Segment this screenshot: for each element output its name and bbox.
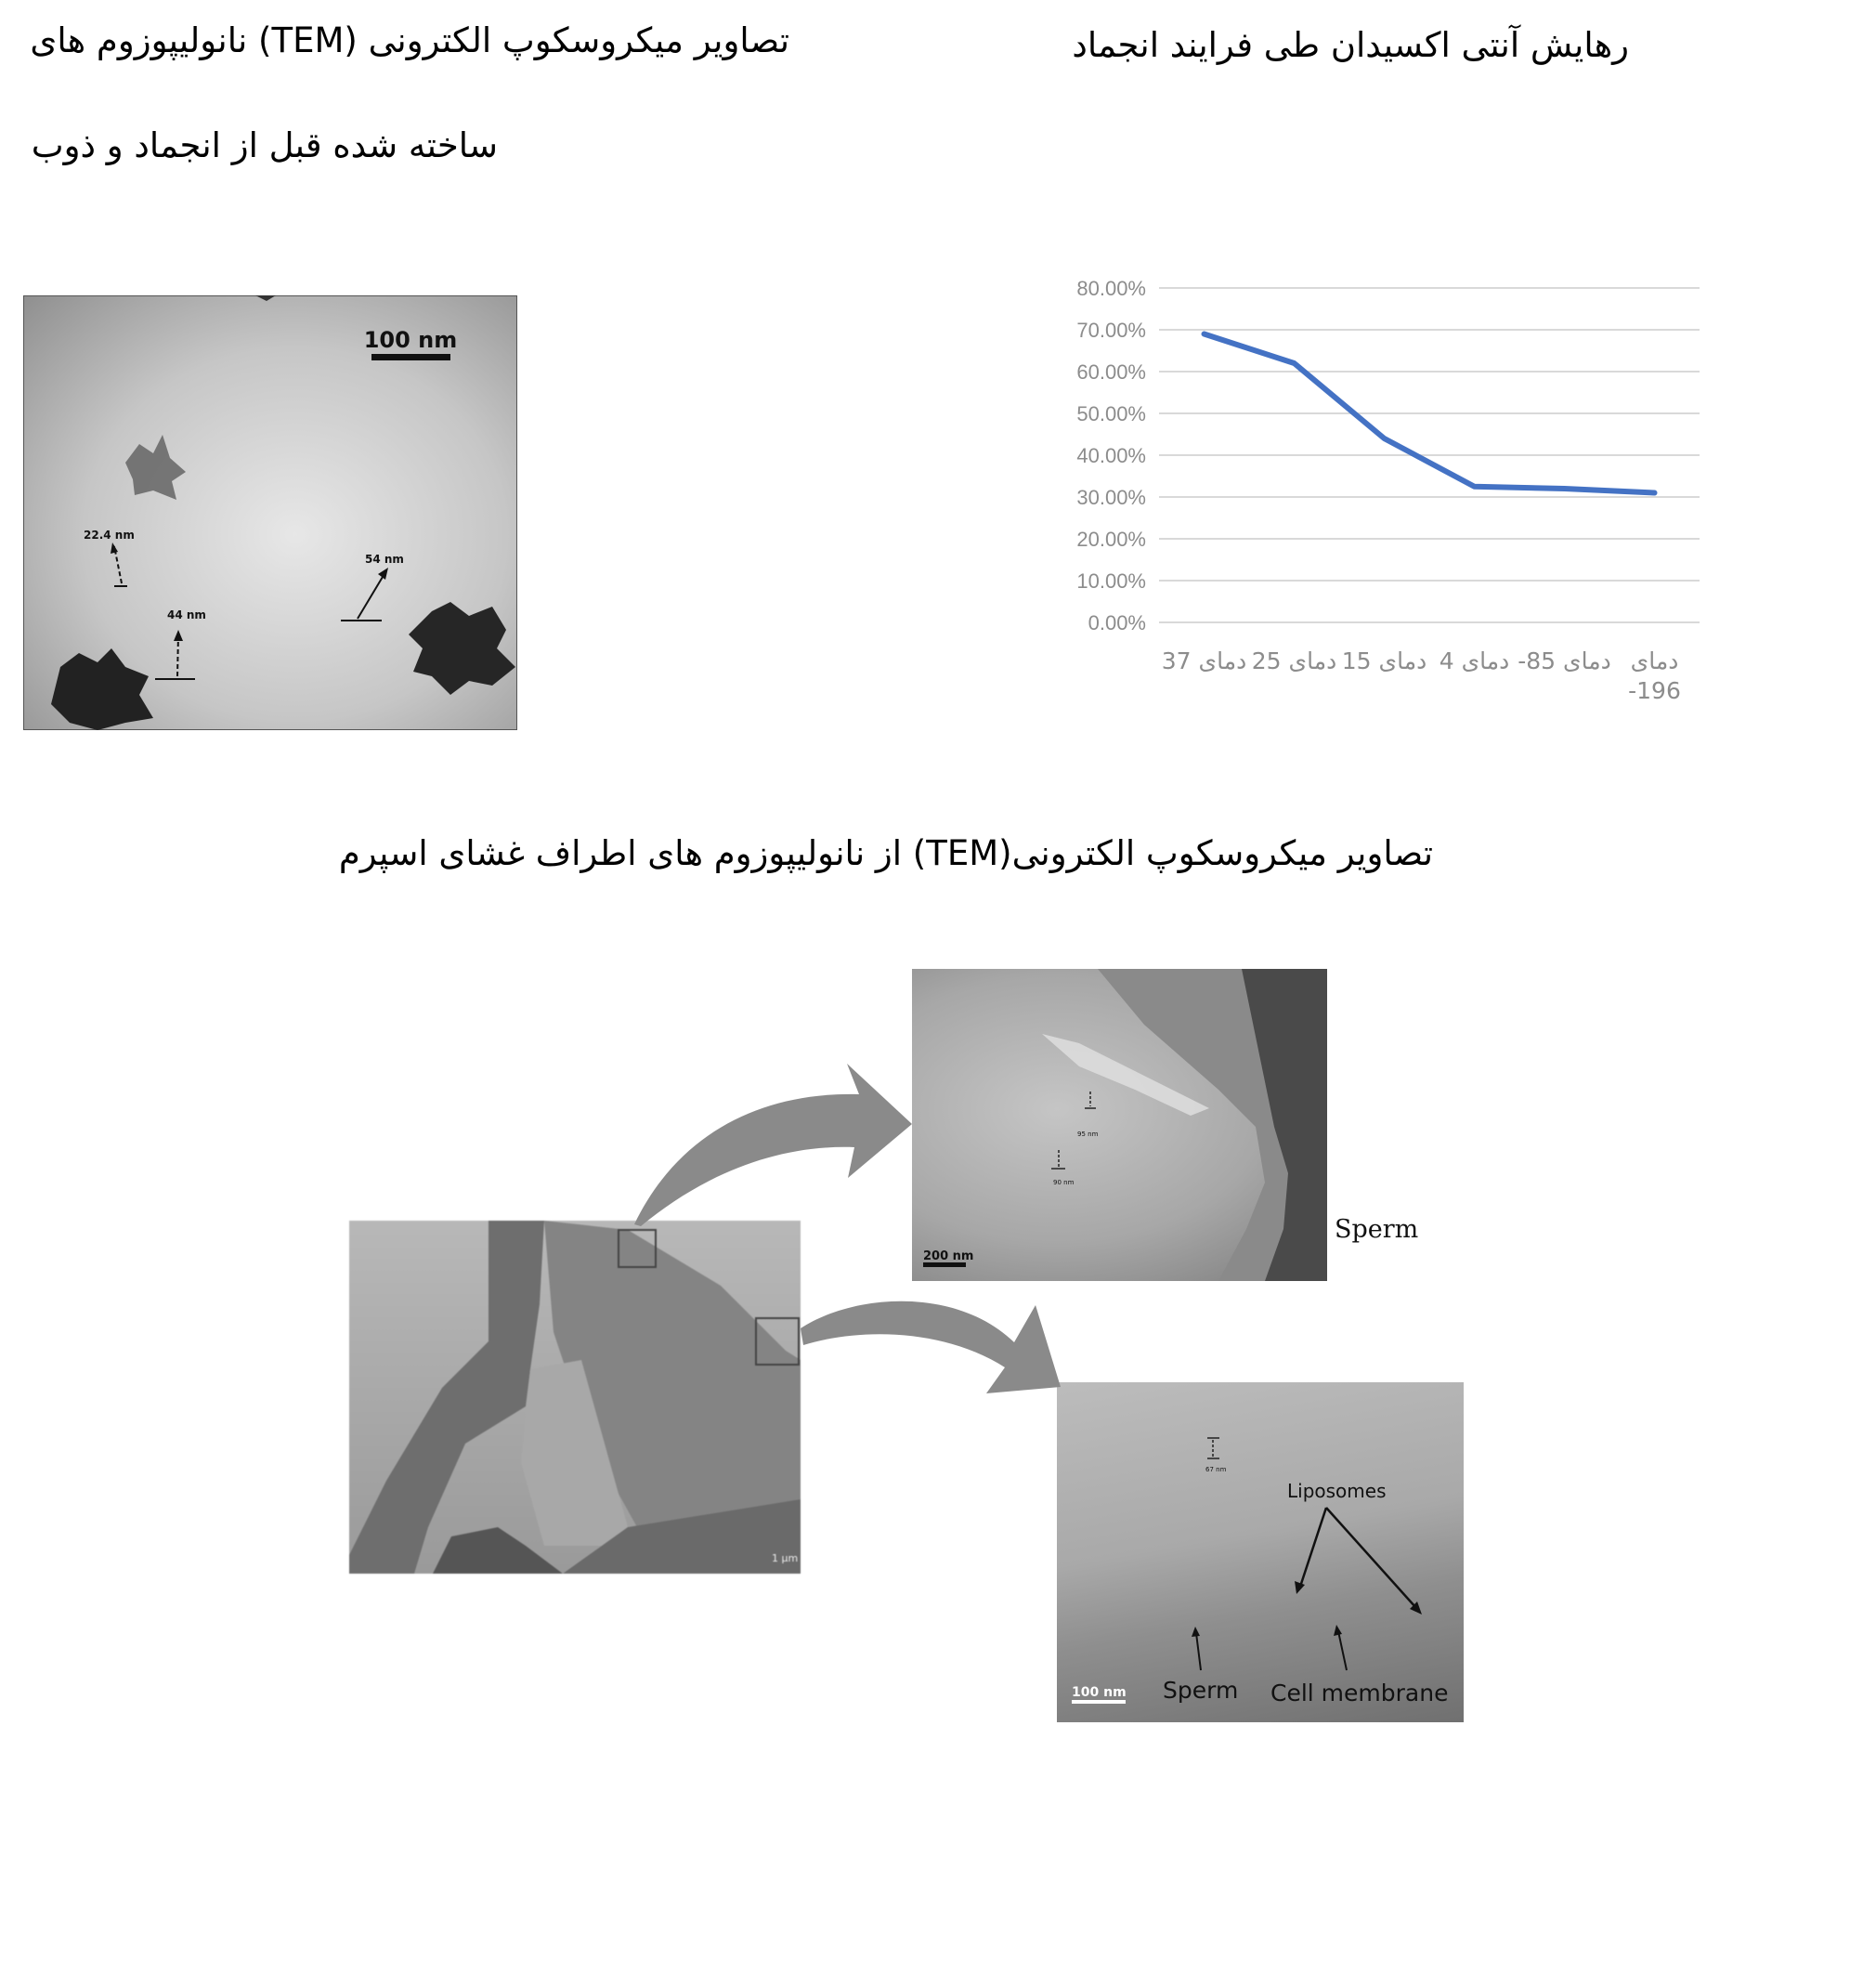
chart-y-tick-label: 30.00% bbox=[1076, 486, 1146, 509]
bottom-label-membrane: Cell membrane bbox=[1270, 1680, 1449, 1706]
top-scale-label: 200 nm bbox=[923, 1249, 974, 1263]
top-measure-2: 90 nm bbox=[1053, 1179, 1075, 1186]
tem-sperm-zoom-bottom-panel bbox=[1057, 1382, 1464, 1722]
chart-x-tick-label: دمای -196 bbox=[1628, 647, 1681, 704]
chart-y-tick-label: 40.00% bbox=[1076, 444, 1146, 467]
chart-data-point bbox=[1563, 487, 1567, 490]
chart-y-tick-label: 0.00% bbox=[1088, 611, 1146, 634]
caption-tem-sperm: تصاویر میکروسکوپ الکترونی(TEM) از نانولیپوزوم های اطراف غشای اسپرم bbox=[338, 833, 1433, 873]
top-label-sperm: Sperm bbox=[1335, 1215, 1419, 1244]
tem-before-scale-bar: 100 nm bbox=[363, 327, 458, 353]
tem-image-before-freezing-drawing bbox=[23, 295, 517, 730]
tem-sperm-zoom-top-drawing bbox=[912, 969, 1327, 1281]
chart-y-tick-label: 50.00% bbox=[1076, 402, 1146, 425]
chart-data-point bbox=[1203, 333, 1206, 336]
chart-y-tick-label: 10.00% bbox=[1076, 569, 1146, 593]
bottom-measure: 67 nm bbox=[1205, 1466, 1227, 1473]
chart-data-point bbox=[1293, 361, 1296, 365]
tem-image-before-freezing bbox=[23, 295, 517, 730]
tem-sperm-zoom-top-panel bbox=[912, 969, 1327, 1281]
chart-data-point bbox=[1653, 491, 1657, 495]
zoom-arrow-top bbox=[634, 1064, 912, 1226]
tem-sperm-overview-drawing bbox=[349, 1221, 801, 1574]
chart-y-tick-label: 80.00% bbox=[1076, 277, 1146, 300]
tem-before-measure-3: 44 nm bbox=[167, 608, 206, 621]
antioxidant-release-chart-svg bbox=[1049, 269, 1737, 715]
chart-data-point bbox=[1473, 485, 1477, 489]
caption-tem-before-line2: ساخته شده قبل از انجماد و ذوب bbox=[31, 125, 498, 165]
tem-before-measure-1: 22.4 nm bbox=[84, 529, 135, 542]
chart-x-tick-label: 4 دمای bbox=[1439, 647, 1510, 674]
zoom-arrow-bottom bbox=[801, 1301, 1061, 1393]
chart-y-tick-label: 70.00% bbox=[1076, 319, 1146, 342]
overview-scale-label: 1 μm bbox=[772, 1552, 799, 1564]
chart-data-point bbox=[1383, 437, 1387, 440]
caption-tem-before-line1: تصاویر میکروسکوپ الکترونی (TEM) نانولیپوزوم های bbox=[30, 20, 789, 60]
bottom-label-sperm: Sperm bbox=[1163, 1677, 1239, 1704]
chart-x-tick-label: 15 دمای bbox=[1341, 647, 1427, 674]
chart-y-tick-label: 60.00% bbox=[1076, 360, 1146, 384]
chart-x-tick-label: -85 دمای bbox=[1518, 647, 1611, 674]
caption-antioxidant-release: رهایش آنتی اکسیدان طی فرایند انجماد bbox=[1072, 25, 1629, 65]
bottom-label-liposomes: Liposomes bbox=[1287, 1480, 1387, 1502]
chart-y-tick-label: 20.00% bbox=[1076, 528, 1146, 551]
tem-sperm-overview-panel bbox=[349, 1221, 801, 1574]
chart-x-tick-label: 37 دمای bbox=[1161, 647, 1247, 674]
tem-before-measure-2: 54 nm bbox=[365, 553, 404, 566]
tem-sperm-zoom-bottom-drawing bbox=[1057, 1382, 1464, 1722]
bottom-scale-label: 100 nm bbox=[1072, 1685, 1127, 1700]
top-measure-1: 95 nm bbox=[1077, 1131, 1099, 1138]
antioxidant-release-chart bbox=[1049, 269, 1737, 715]
chart-x-tick-label: 25 دمای bbox=[1251, 647, 1337, 674]
